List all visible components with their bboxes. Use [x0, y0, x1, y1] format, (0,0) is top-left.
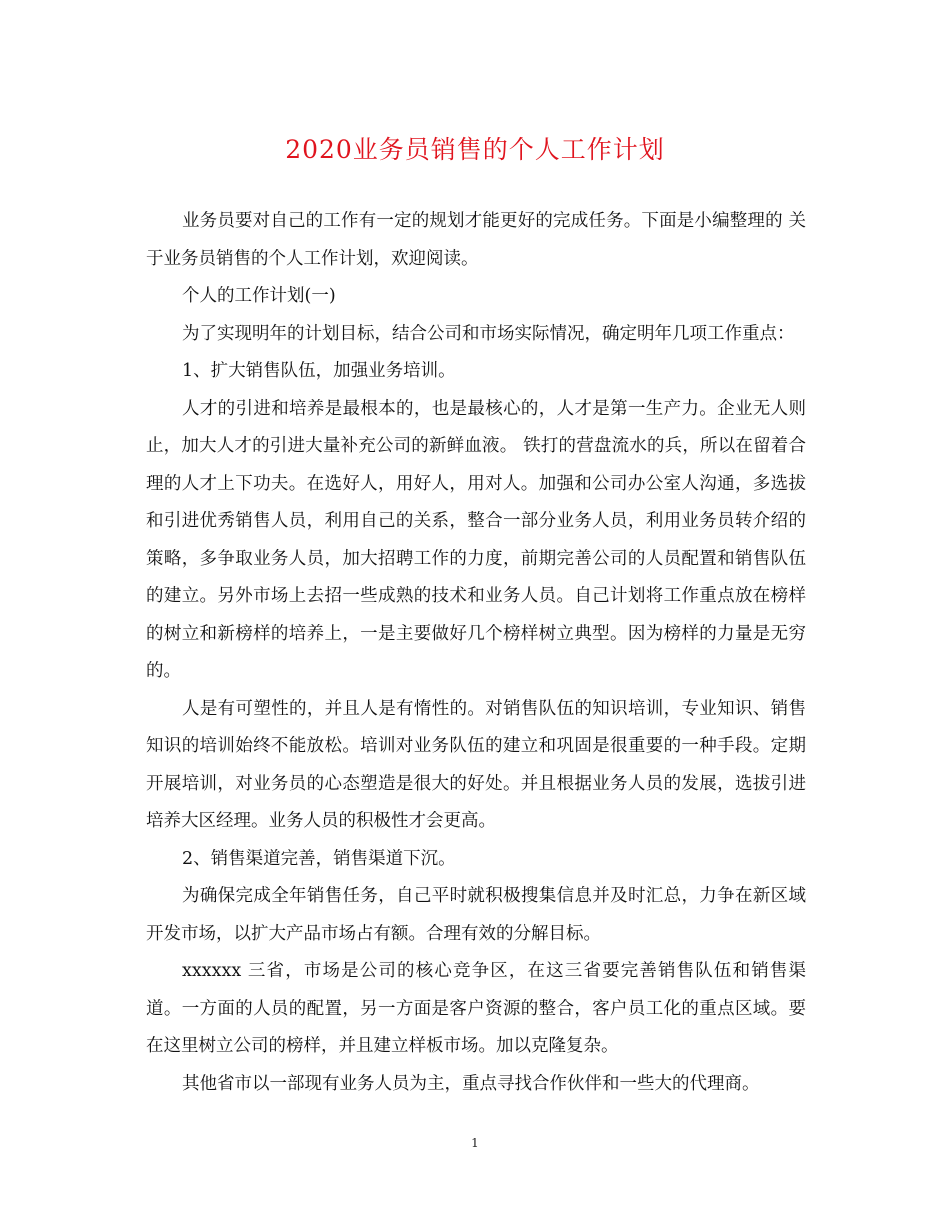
page-number: 1	[471, 1136, 479, 1150]
document-title: 2020业务员销售的个人工作计划	[285, 135, 665, 164]
other-regions-paragraph: 其他省市以一部现有业务人员为主，重点寻找合作伙伴和一些大的代理商。	[182, 1073, 760, 1094]
document-body	[146, 203, 806, 1103]
goals-paragraph: 为了实现明年的计划目标，结合公司和市场实际情况，确定明年几项工作重点：	[182, 323, 795, 344]
talent-paragraph: 人才的引进和培养是最根本的，也是最核心的，人才是第一生产力。企业无人则止，加大人才的引进大量补充公司的新鲜血液。 铁打的营盘流水的兵，所以在留着合理的人才上下功夫。在选好人，用好人，用对人。加强和公司办公室人沟通，多选拔和引进优秀销售人员，利用自己的关系，整合一部分业务人员，利用业务员转介绍的策略，多争取业务人员，加大招聘工作的力度，前期完善公司的人员配置和销售队伍的建立。另外市场上去招一些成熟的技术和业务人员。自己计划将工作重点放在榜样的树立和新榜样的培养上，一是主要做好几个榜样树立典型。因为榜样的力量是无穷的。	[146, 398, 806, 681]
sales-task-paragraph: 为确保完成全年销售任务，自己平时就积极搜集信息并及时汇总，力争在新区域开发市场，以扩大产品市场占有额。合理有效的分解目标。	[146, 886, 806, 944]
core-region-paragraph: xxxxxx 三省，市场是公司的核心竞争区，在这三省要完善销售队伍和销售渠道。一方面的人员的配置，另一方面是客户资源的整合，客户员工化的重点区域。要在这里树立公司的榜样，并且建立样板市场。加以克隆复杂。	[146, 961, 806, 1056]
item-heading-1: 1、扩大销售队伍，加强业务培训。	[182, 361, 456, 381]
section-heading-plan-one: 个人的工作计划(一)	[182, 286, 336, 306]
training-paragraph: 人是有可塑性的，并且人是有惰性的。对销售队伍的知识培训，专业知识、销售知识的培训始终不能放松。培训对业务队伍的建立和巩固是很重要的一种手段。定期开展培训，对业务员的心态塑造是很大的好处。并且根据业务人员的发展，选拔引进培养大区经理。业务人员的积极性才会更高。	[146, 698, 806, 831]
intro-paragraph: 业务员要对自己的工作有一定的规划才能更好的完成任务。下面是小编整理的 关于业务员销售的个人工作计划，欢迎阅读。	[146, 211, 806, 269]
item-heading-2: 2、销售渠道完善，销售渠道下沉。	[182, 848, 456, 869]
